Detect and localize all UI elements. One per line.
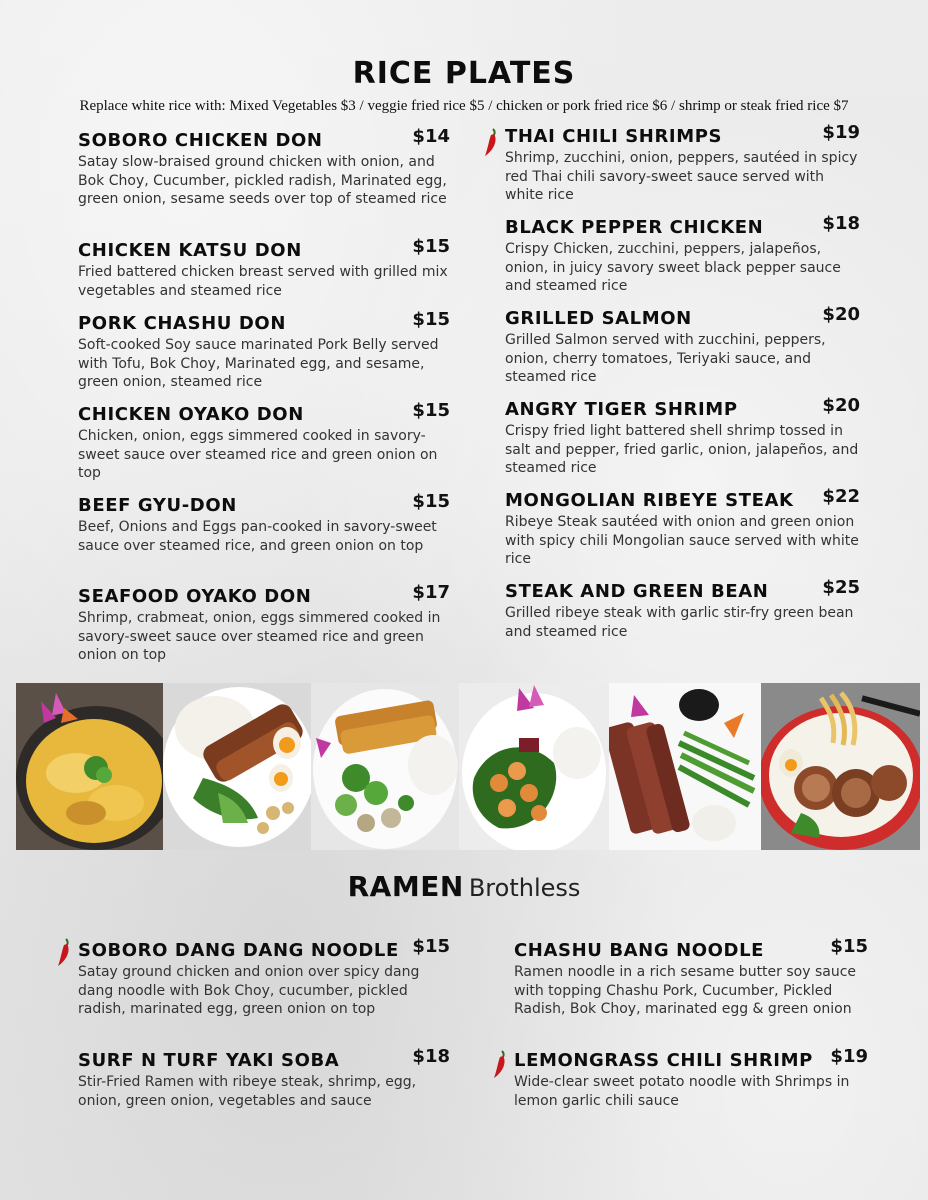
ramen-title-subtitle: Brothless (468, 874, 581, 902)
food-photo-steak-green-bean (609, 683, 761, 850)
menu-item-name: CHICKEN KATSU DON (78, 240, 302, 261)
menu-item-name: SURF N TURF YAKI SOBA (78, 1050, 340, 1071)
menu-item (78, 491, 450, 555)
menu-item-price: $18 (822, 213, 860, 234)
menu-item (514, 936, 868, 1019)
menu-item-name: SOBORO CHICKEN DON (78, 130, 323, 151)
rice-replacement-note: Replace white rice with: Mixed Vegetables $3 / veggie fried rice $5 / chicken or pork fried rice $6 / shrimp or steak fried rice $7 (79, 98, 849, 114)
chili-pepper-icon (491, 1048, 509, 1080)
food-photo-chashu-ramen (761, 683, 920, 850)
menu-item-name: THAI CHILI SHRIMPS (505, 126, 723, 147)
menu-item (78, 936, 450, 1019)
food-photo-chicken-katsu (311, 683, 459, 850)
menu-item-name: CHASHU BANG NOODLE (514, 940, 765, 961)
menu-item (505, 122, 860, 205)
menu-item-description: Wide-clear sweet potato noodle with Shrimps in lemon garlic chili sauce (514, 1074, 850, 1109)
menu-item-name: CHICKEN OYAKO DON (78, 404, 304, 425)
menu-item-price: $19 (830, 1046, 868, 1067)
menu-item-description: Ramen noodle in a rich sesame butter soy sauce with topping Chashu Pork, Cucumber, Pickled Radish, Bok Choy, marinated egg & green onion (514, 964, 857, 1018)
menu-item (78, 1046, 450, 1110)
menu-item-name: SOBORO DANG DANG NOODLE (78, 940, 399, 961)
menu-item-price: $15 (412, 309, 450, 330)
menu-item-description: Ribeye Steak sautéed with onion and green onion with spicy chili Mongolian sauce served with white rice (505, 514, 859, 568)
menu-item-name: GRILLED SALMON (505, 308, 692, 329)
menu-item-description: Satay slow-braised ground chicken with onion, and Bok Choy, Cucumber, pickled radish, Marinated egg, green onion, sesame seeds over top of steamed rice (78, 154, 447, 208)
menu-item-price: $15 (412, 400, 450, 421)
menu-item-name: STEAK AND GREEN BEAN (505, 581, 769, 602)
menu-item (505, 395, 860, 478)
menu-item-description: Soft-cooked Soy sauce marinated Pork Belly served with Tofu, Bok Choy, Marinated egg, and sesame, green onion, steamed rice (78, 337, 439, 391)
menu-item-name: BEEF GYU-DON (78, 495, 237, 516)
menu-item (505, 577, 860, 641)
food-photo-oyako-don (16, 683, 163, 850)
menu-item-description: Crispy fried light battered shell shrimp tossed in salt and pepper, fried garlic, onion, jalapeños, and steamed rice (505, 423, 859, 477)
menu-item-name: MONGOLIAN RIBEYE STEAK (505, 490, 794, 511)
menu-item-name: ANGRY TIGER SHRIMP (505, 399, 738, 420)
ramen-title-main: RAMEN (347, 870, 464, 903)
food-photo-chashu-don (163, 683, 311, 850)
menu-item (505, 213, 860, 296)
menu-item-price: $14 (412, 126, 450, 147)
menu-item-name: LEMONGRASS CHILI SHRIMP (514, 1050, 813, 1071)
menu-item-description: Grilled ribeye steak with garlic stir-fry green bean and steamed rice (505, 605, 854, 640)
menu-item-name: SEAFOOD OYAKO DON (78, 586, 312, 607)
menu-item-name: PORK CHASHU DON (78, 313, 286, 334)
food-photo-strip (16, 683, 920, 850)
menu-item (78, 236, 450, 300)
menu-item-price: $20 (822, 304, 860, 325)
chili-pepper-icon (482, 126, 500, 158)
menu-item-price: $15 (412, 936, 450, 957)
menu-item-description: Beef, Onions and Eggs pan-cooked in savory-sweet sauce over steamed rice, and green onion on top (78, 519, 437, 554)
menu-item (514, 1046, 868, 1110)
menu-item (78, 309, 450, 392)
food-photo-thai-chili-shrimp (459, 683, 609, 850)
menu-item-price: $15 (412, 491, 450, 512)
menu-item-price: $20 (822, 395, 860, 416)
menu-item (78, 400, 450, 483)
menu-item (78, 582, 450, 665)
menu-item (505, 486, 860, 569)
menu-item-description: Grilled Salmon served with zucchini, peppers, onion, cherry tomatoes, Teriyaki sauce, and steamed rice (505, 332, 826, 386)
menu-item-description: Stir-Fried Ramen with ribeye steak, shrimp, egg, onion, green onion, vegetables and sauce (78, 1074, 417, 1109)
chili-pepper-icon (55, 936, 73, 968)
menu-item-price: $15 (412, 236, 450, 257)
menu-item-price: $19 (822, 122, 860, 143)
menu-item-description: Shrimp, zucchini, onion, peppers, sautéed in spicy red Thai chili savory-sweet sauce served with white rice (505, 150, 858, 204)
menu-item-price: $15 (830, 936, 868, 957)
menu-item-description: Shrimp, crabmeat, onion, eggs simmered cooked in savory-sweet sauce over steamed rice and green onion on top (78, 610, 441, 664)
menu-item (505, 304, 860, 387)
menu-item-description: Fried battered chicken breast served with grilled mix vegetables and steamed rice (78, 264, 448, 299)
menu-item (78, 126, 450, 209)
menu-item-price: $17 (412, 582, 450, 603)
menu-item-description: Chicken, onion, eggs simmered cooked in savory-sweet sauce over steamed rice and green onion on top (78, 428, 438, 482)
menu-item-price: $25 (822, 577, 860, 598)
menu-item-description: Satay ground chicken and onion over spicy dang dang noodle with Bok Choy, cucumber, pickled radish, marinated egg, green onion on top (78, 964, 420, 1018)
ramen-title (0, 870, 928, 903)
menu-item-price: $22 (822, 486, 860, 507)
rice-plates-title: RICE PLATES (352, 56, 576, 91)
menu-item-description: Crispy Chicken, zucchini, peppers, jalapeños, onion, in juicy savory sweet black pepper sauce and steamed rice (505, 241, 841, 295)
menu-item-name: BLACK PEPPER CHICKEN (505, 217, 764, 238)
menu-item-price: $18 (412, 1046, 450, 1067)
